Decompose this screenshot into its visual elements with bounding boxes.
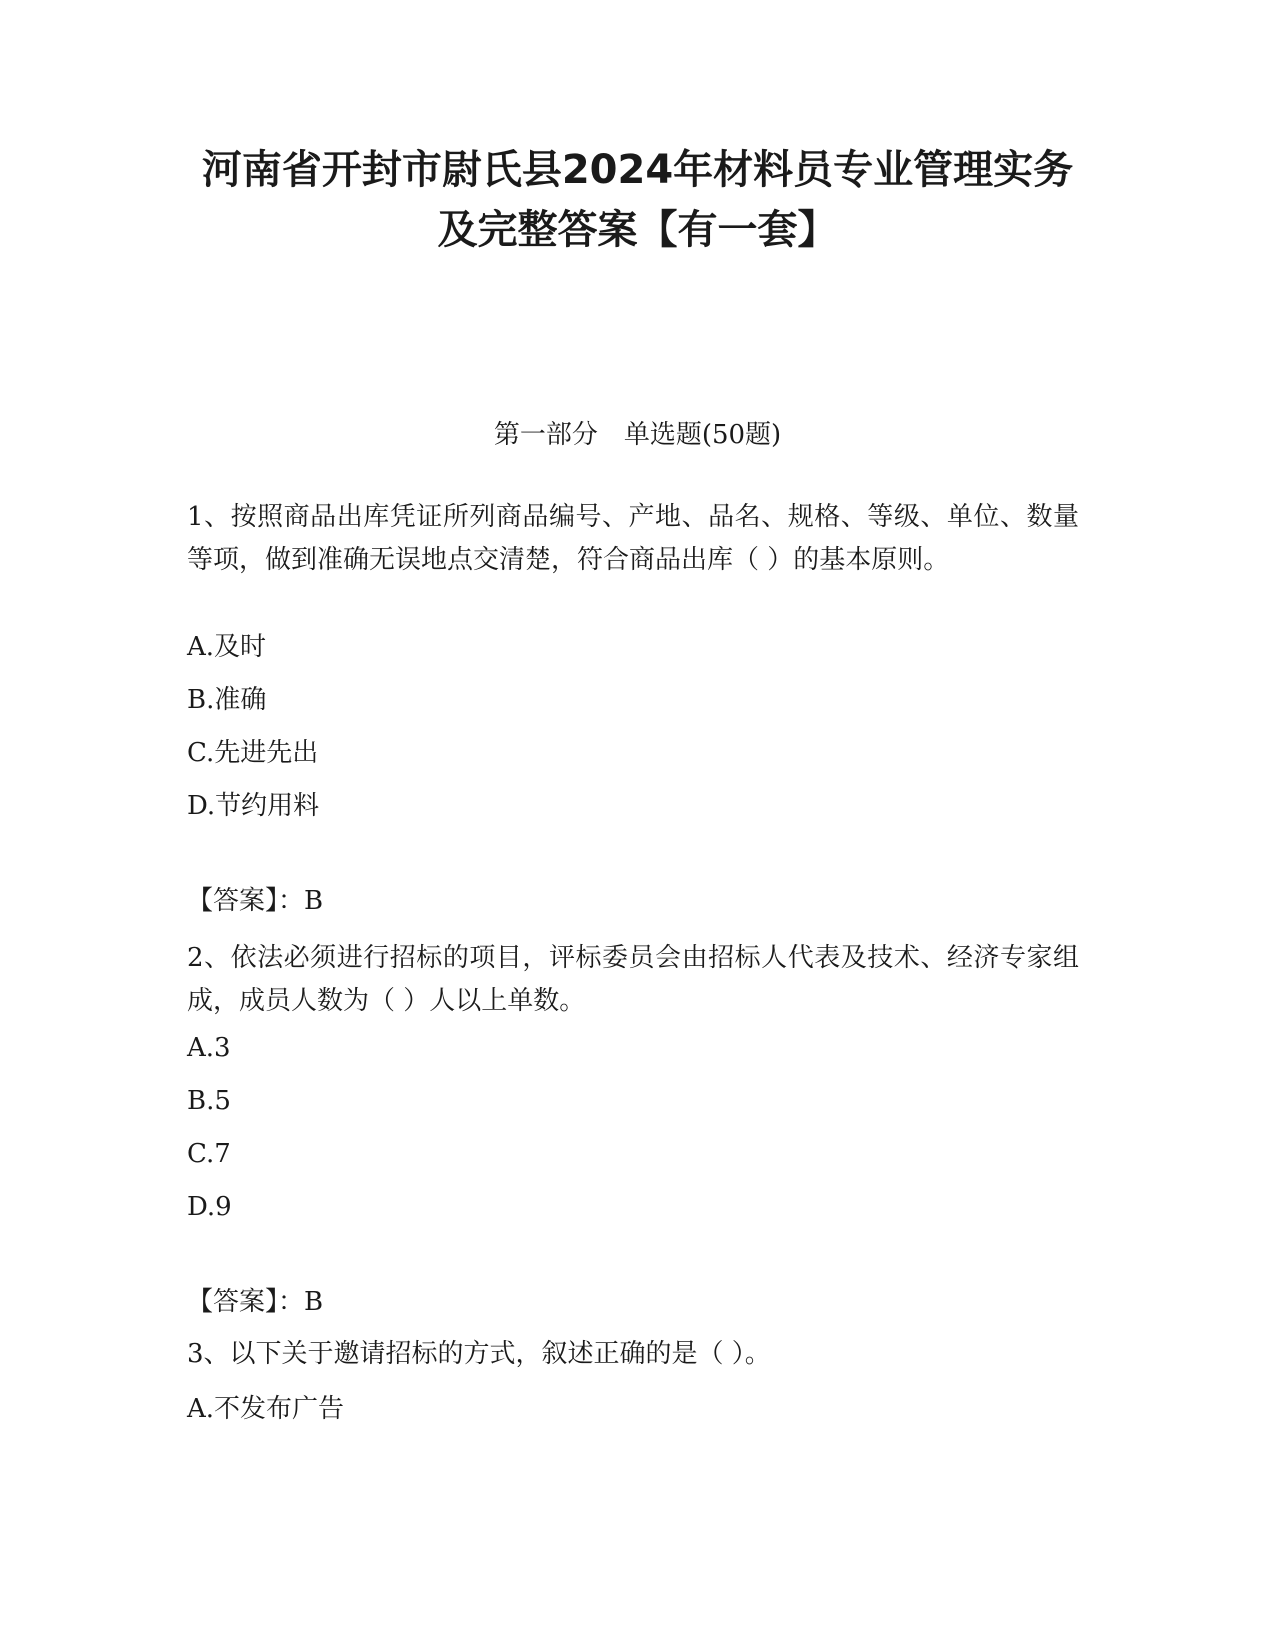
question-1-answer: 【答案】：B [187,886,324,916]
question-2-option-b: B.5 [187,1086,231,1116]
question-2-option-c: C.7 [187,1139,231,1169]
question-1-text: 1、按照商品出库凭证所列商品编号、产地、品名、规格、等级、单位、数量等项，做到准确无误地点交清楚，符合商品出库（ ）的基本原则。 [187,502,1079,575]
question-2-option-a: A.3 [187,1033,231,1063]
question-2-text: 2、依法必须进行招标的项目，评标委员会由招标人代表及技术、经济专家组成，成员人数为（ ）人以上单数。 [187,943,1079,1016]
question-1-option-a: A.及时 [187,632,267,662]
question-1-option-d: D.节约用料 [187,791,320,821]
document-title [150,140,1125,260]
title-line-2: 及完整答案【有一套】 [437,207,838,253]
question-3-option-a: A.不发布广告 [187,1394,345,1424]
question-1-option-b: B.准确 [187,685,267,715]
question-3-text: 3、以下关于邀请招标的方式，叙述正确的是（ ）。 [187,1339,771,1369]
question-2-answer: 【答案】：B [187,1287,324,1317]
question-1-option-c: C.先进先出 [187,738,319,768]
section-heading: 第一部分 单选题(50题) [493,420,782,450]
title-line-1: 河南省开封市尉氏县2024年材料员专业管理实务 [201,147,1074,193]
question-2-option-d: D.9 [187,1192,232,1222]
